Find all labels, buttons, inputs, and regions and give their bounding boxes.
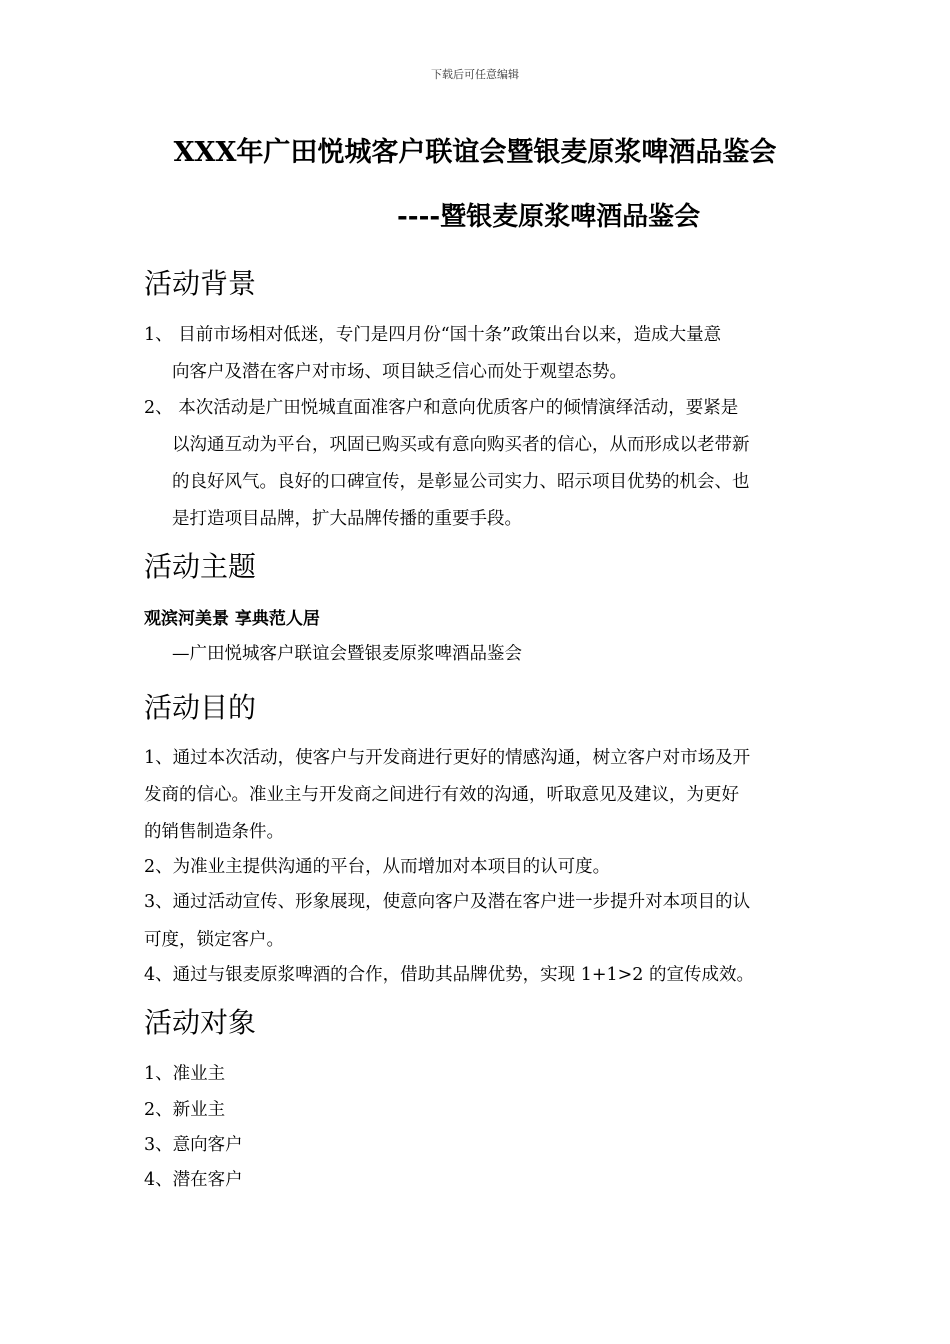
header-note: 下载后可任意编辑: [431, 68, 519, 81]
audience-item: 1、准业主: [144, 1064, 226, 1084]
purpose-line: 4、通过与银麦原浆啤酒的合作，借助其品牌优势，实现 1+1>2 的宣传成效。: [144, 965, 754, 985]
purpose-line: 发商的信心。准业主与开发商之间进行有效的沟通，听取意见及建议，为更好: [144, 785, 739, 805]
section-heading-purpose: 活动目的: [144, 691, 257, 724]
background-line: 1、 目前市场相对低迷，专门是四月份“国十条”政策出台以来，造成大量意: [144, 325, 722, 345]
purpose-line: 的销售制造条件。: [144, 822, 284, 842]
audience-item: 3、意向客户: [144, 1135, 243, 1155]
background-line: 的良好风气。良好的口碑宣传，是彰显公司实力、昭示项目优势的机会、也: [172, 472, 750, 492]
document-title: XXX年广田悦城客户联谊会暨银麦原浆啤酒品鉴会: [173, 137, 777, 168]
theme-slogan: 观滨河美景 享典范人居: [144, 609, 320, 629]
purpose-line: 1、通过本次活动，使客户与开发商进行更好的情感沟通，树立客户对市场及开: [144, 748, 751, 768]
theme-subline: —广田悦城客户联谊会暨银麦原浆啤酒品鉴会: [172, 644, 522, 664]
background-line: 向客户及潜在客户对市场、项目缺乏信心而处于观望态势。: [172, 362, 627, 382]
audience-item: 2、新业主: [144, 1100, 226, 1120]
purpose-line: 2、为准业主提供沟通的平台，从而增加对本项目的认可度。: [144, 857, 611, 877]
background-line: 以沟通互动为平台，巩固已购买或有意向购买者的信心，从而形成以老带新: [172, 435, 750, 455]
audience-item: 4、潜在客户: [144, 1170, 243, 1190]
section-heading-theme: 活动主题: [144, 550, 257, 583]
section-heading-background: 活动背景: [144, 267, 257, 300]
purpose-line: 3、通过活动宣传、形象展现，使意向客户及潜在客户进一步提升对本项目的认: [144, 892, 751, 912]
section-heading-audience: 活动对象: [144, 1006, 257, 1039]
purpose-line: 可度，锁定客户。: [144, 930, 284, 950]
background-line: 2、 本次活动是广田悦城直面准客户和意向优质客户的倾情演绎活动，要紧是: [144, 398, 739, 418]
document-subtitle: ----暨银麦原浆啤酒品鉴会: [397, 202, 701, 232]
background-line: 是打造项目品牌，扩大品牌传播的重要手段。: [172, 509, 522, 529]
